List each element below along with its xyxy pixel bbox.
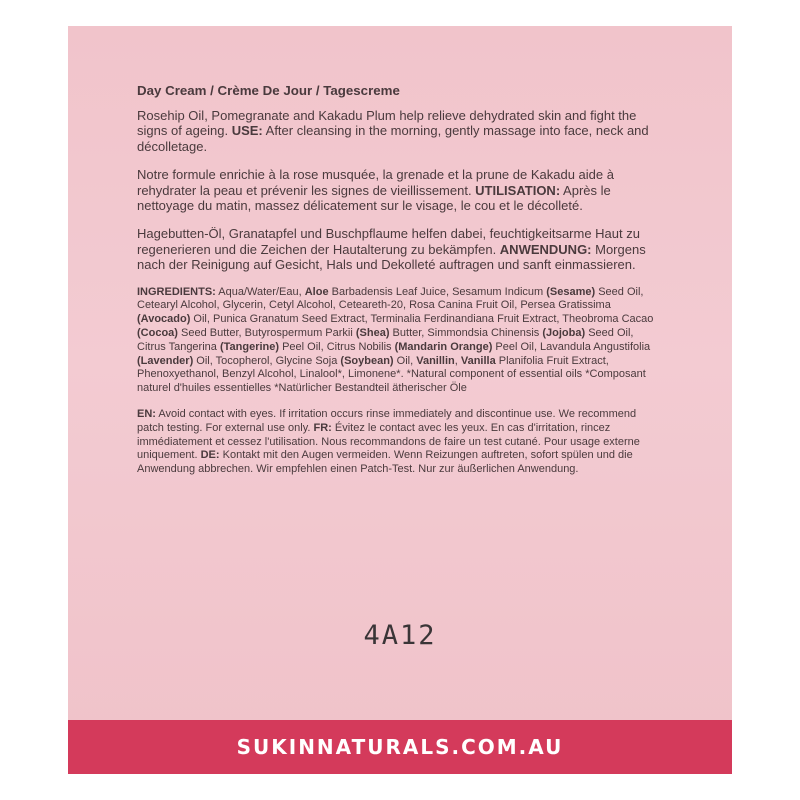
use-label-de: ANWENDUNG: bbox=[499, 241, 592, 257]
ingredients-text: Aqua/Water/Eau, bbox=[215, 285, 305, 298]
description-en bbox=[137, 108, 657, 154]
ingredients-text: , bbox=[454, 354, 461, 367]
ingredients-text: Oil, bbox=[393, 354, 417, 367]
ingredients-text: Seed Oil, Cetearyl Alcohol, Glycerin, Cetyl Alcohol, Ceteareth-20, Rosa Canina Fruit Oil, Persea Gratissima bbox=[137, 285, 644, 312]
description-de bbox=[137, 226, 657, 272]
description-fr-text: Notre formule enrichie à la rose musquée, la grenade et la prune de Kakadu aide à rehydrater la peau et prévenir les signes de vieillissement. bbox=[137, 167, 614, 198]
product-label-panel bbox=[68, 26, 732, 774]
ingredients-text: Peel Oil, Citrus Nobilis bbox=[279, 340, 395, 353]
description-de-text: Hagebutten-Öl, Granatapfel und Buschpflaume helfen dabei, feuchtigkeitsarme Haut zu regenerieren und die Zeichen der Hautalterung zu bekämpfen. bbox=[137, 226, 640, 257]
ingredients-text: Planifolia Fruit Extract, Phenoxyethanol, Benzyl Alcohol, Linalool*, Limonene*. *Natural component of essential oils *Composant naturel d'huiles essentielles *Natürlicher Bestandteil ätherischer Öle bbox=[137, 354, 646, 395]
use-label-en: USE: bbox=[231, 123, 263, 139]
ingredients-highlight: (Avocado) bbox=[137, 313, 191, 326]
ingredients-label: INGREDIENTS: bbox=[137, 285, 216, 298]
description-en-text: Rosehip Oil, Pomegranate and Kakadu Plum help relieve dehydrated skin and fight the signs of ageing. bbox=[137, 108, 637, 139]
ingredients-highlight: Aloe bbox=[304, 285, 329, 298]
warning-label-de: DE: bbox=[200, 449, 220, 462]
website-url: SUKINNATURALS.COM.AU bbox=[236, 735, 564, 759]
use-text-fr: Après le nettoyage du matin, massez délicatement sur le visage, le cou et le décolleté. bbox=[137, 182, 611, 214]
ingredients-text: Seed Butter, Butyrospermum Parkii bbox=[177, 327, 356, 340]
ingredients-highlight: (Shea) bbox=[355, 327, 390, 340]
description-fr bbox=[137, 167, 657, 213]
batch-code: 4A12 bbox=[363, 620, 437, 651]
ingredients-text: Oil, Tocopherol, Glycine Soja bbox=[193, 354, 341, 367]
ingredients-highlight: (Jojoba) bbox=[542, 327, 586, 340]
ingredients-highlight: Vanillin bbox=[416, 354, 455, 367]
ingredients-text: Barbadensis Leaf Juice, Sesamum Indicum bbox=[328, 285, 547, 298]
ingredients-highlight: (Soybean) bbox=[340, 354, 394, 367]
warnings-text bbox=[137, 408, 657, 477]
ingredients-text: Seed Oil, Citrus Tangerina bbox=[137, 327, 634, 353]
ingredients-text: Butter, Simmondsia Chinensis bbox=[389, 327, 543, 340]
footer-band bbox=[68, 720, 732, 774]
ingredients-highlight: (Tangerine) bbox=[219, 340, 280, 353]
ingredients-highlight: (Sesame) bbox=[546, 285, 596, 298]
ingredients-highlight: (Lavender) bbox=[137, 354, 194, 367]
warning-label-en: EN: bbox=[137, 408, 156, 421]
use-text-de: Morgens nach der Reinigung auf Gesicht, Hals und Dekolleté auftragen und sanft einmassieren. bbox=[137, 241, 646, 273]
warning-de: Kontakt mit den Augen vermeiden. Wenn Reizungen auftreten, sofort spülen und die Anwendung abbrechen. Wir empfehlen einen Patch-Test. Nur zur äußerlichen Anwendung. bbox=[137, 449, 633, 476]
ingredients-highlight: (Cocoa) bbox=[137, 327, 178, 340]
warning-label-fr: FR: bbox=[313, 421, 332, 434]
ingredients-highlight: (Mandarin Orange) bbox=[394, 340, 493, 353]
ingredients-text: Oil, Punica Granatum Seed Extract, Terminalia Ferdinandiana Fruit Extract, Theobroma Cacao bbox=[190, 313, 654, 326]
use-text-en: After cleansing in the morning, gently massage into face, neck and décolletage. bbox=[137, 123, 649, 154]
warning-fr: Évitez le contact avec les yeux. En cas d'irritation, rincez immédiatement et cessez l'utilisation. Nous recommandons de faire un test cutané. Pour usage externe uniquement. bbox=[137, 421, 640, 462]
ingredients-highlight: Vanilla bbox=[460, 354, 496, 367]
use-label-fr: UTILISATION: bbox=[475, 182, 561, 198]
label-content bbox=[137, 83, 657, 489]
warning-en: Avoid contact with eyes. If irritation occurs rinse immediately and discontinue use. We recommend patch testing. For external use only. bbox=[137, 408, 637, 434]
ingredients-text: Peel Oil, Lavandula Angustifolia bbox=[492, 340, 651, 353]
product-title: Day Cream / Crème De Jour / Tagescreme bbox=[137, 83, 400, 98]
ingredients-list bbox=[137, 286, 657, 396]
